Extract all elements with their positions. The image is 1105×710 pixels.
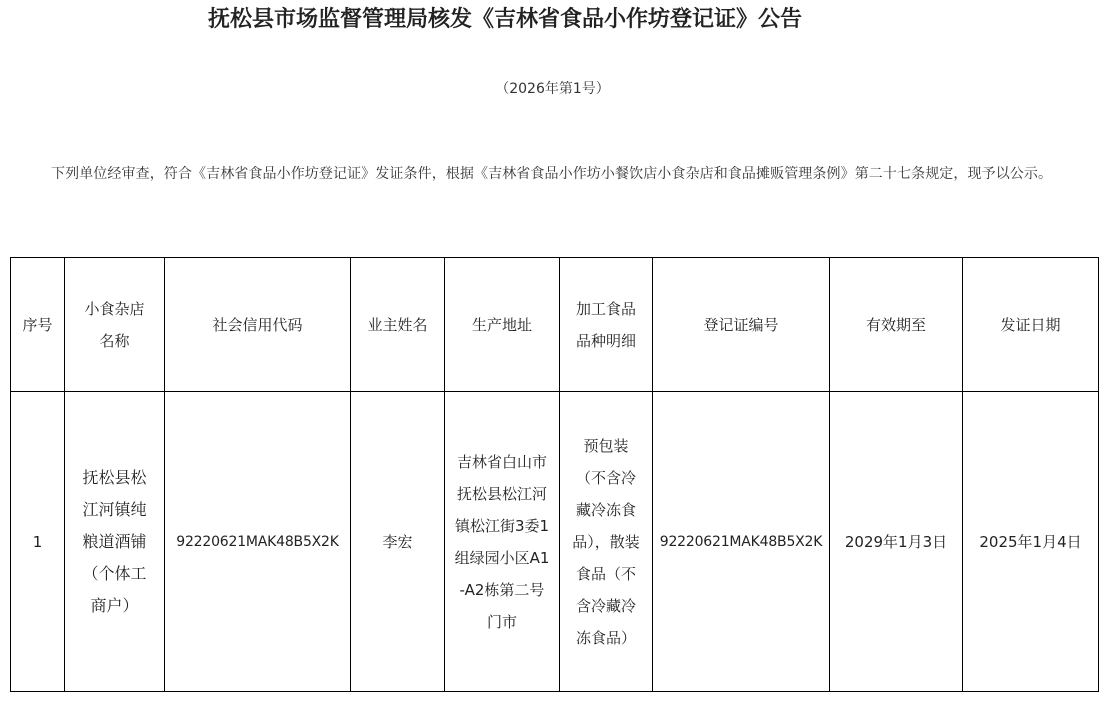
cell-issue-date: 2025年1月4日	[963, 392, 1099, 692]
header-owner-name: 业主姓名	[351, 258, 445, 392]
cell-license-number: 92220621MAK48B5X2K	[653, 392, 830, 692]
cell-store-name: 抚松县松江河镇纯粮道酒铺（个体工商户）	[65, 392, 165, 692]
header-store-name: 小食杂店名称	[65, 258, 165, 392]
header-credit-code: 社会信用代码	[165, 258, 351, 392]
notice-number: （2026年第1号）	[495, 81, 610, 97]
table-header-row	[11, 258, 1099, 392]
cell-food-items: 预包装（不含冷藏冷冻食品），散装食品（不含冷藏冷冻食品）	[560, 392, 653, 692]
header-production-address: 生产地址	[445, 258, 560, 392]
table-row	[11, 392, 1099, 692]
cell-credit-code: 92220621MAK48B5X2K	[165, 392, 351, 692]
header-issue-date: 发证日期	[963, 258, 1099, 392]
header-food-items: 加工食品品种明细	[560, 258, 653, 392]
header-license-number: 登记证编号	[653, 258, 830, 392]
cell-index: 1	[11, 392, 65, 692]
notice-intro: 下列单位经审查，符合《吉林省食品小作坊登记证》发证条件，根据《吉林省食品小作坊小餐饮店小食杂店和食品摊贩管理条例》第二十七条规定，现予以公示。	[51, 166, 1053, 182]
registration-table	[10, 257, 1099, 692]
cell-production-address: 吉林省白山市抚松县松江河镇松江街3委1组绿园小区A1-A2栋第二号门市	[445, 392, 560, 692]
notice-title: 抚松县市场监督管理局核发《吉林省食品小作坊登记证》公告	[207, 6, 802, 32]
header-valid-until: 有效期至	[830, 258, 963, 392]
cell-valid-until: 2029年1月3日	[830, 392, 963, 692]
cell-owner-name: 李宏	[351, 392, 445, 692]
header-index: 序号	[11, 258, 65, 392]
